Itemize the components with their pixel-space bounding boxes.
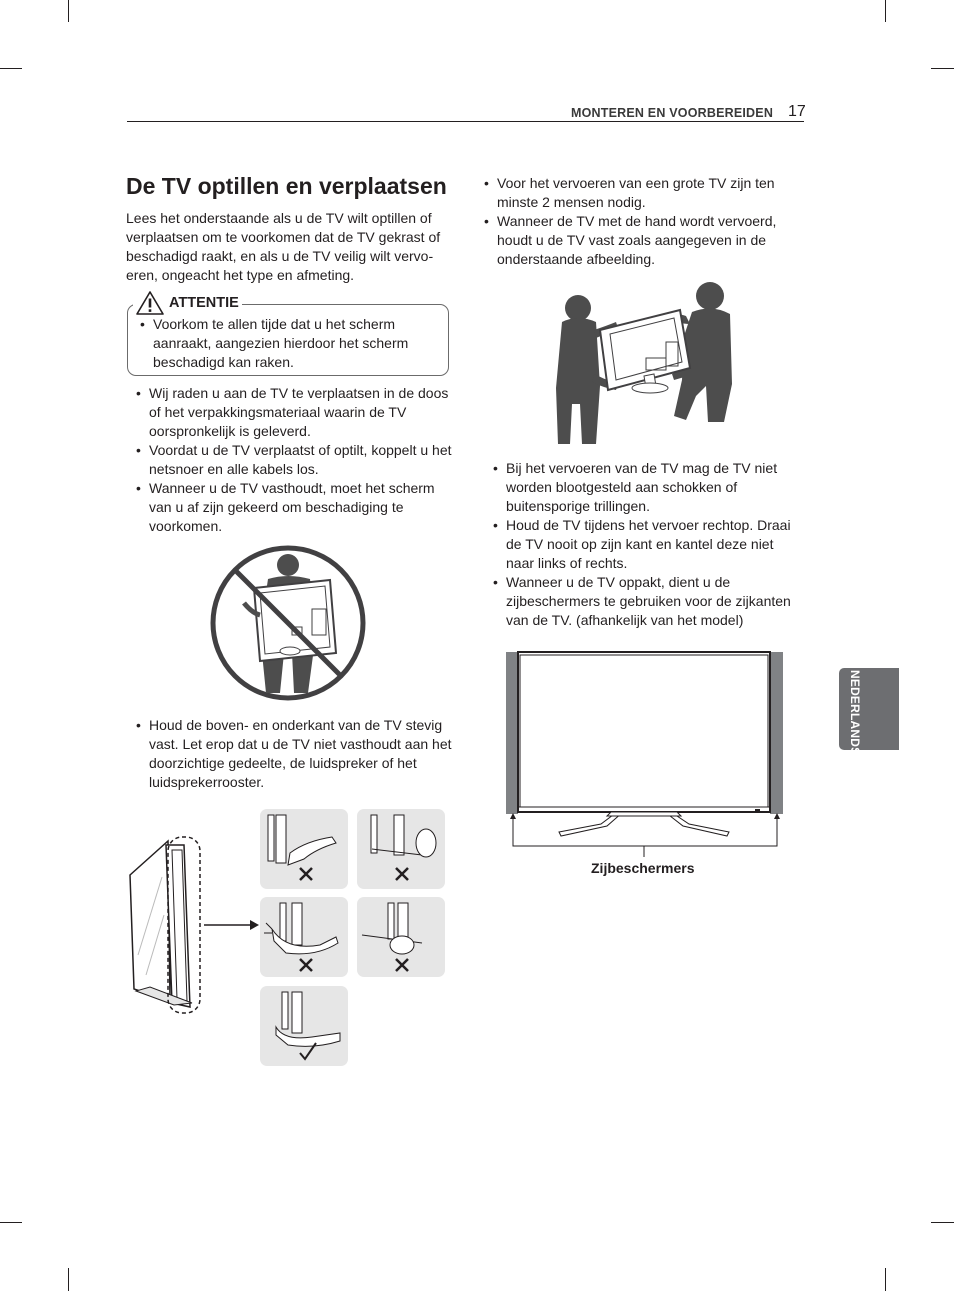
left-bullet-list-2 bbox=[136, 716, 454, 792]
crop-mark bbox=[0, 1222, 22, 1223]
list-item: • Wanneer de TV met de hand wordt vervoerd, houdt u de TV vast zoals aangegeven in de onderstaande afbeelding. bbox=[484, 212, 802, 269]
header-rule bbox=[127, 121, 804, 122]
right-bullet-list-top bbox=[484, 174, 802, 269]
language-tab-label: NEDERLANDS bbox=[848, 670, 862, 756]
intro-paragraph: Lees het onderstaande als u de TV wilt optillen of verplaatsen om te voorkomen dat de TV gekrast of beschadigd raakt, en als u de TV veilig wilt vervo- eren, ongeacht het type en afmeting. bbox=[126, 210, 441, 283]
page-title: De TV optillen en verplaatsen bbox=[126, 173, 447, 199]
list-item: • Wanneer u de TV vasthoudt, moet het scherm van u af zijn gekeerd om beschadiging te voorkomen. bbox=[136, 479, 454, 536]
crop-mark bbox=[885, 1268, 886, 1291]
crop-mark bbox=[0, 68, 22, 69]
attention-item: • Voorkom te allen tijde dat u het scherm aanraakt, aangezien hierdoor het scherm beschadigd kan raken. bbox=[140, 315, 430, 372]
list-item: • Voordat u de TV verplaatst of optilt, koppelt u het netsnoer en alle kabels los. bbox=[136, 441, 454, 479]
attention-label: ATTENTIE bbox=[169, 294, 239, 311]
list-item: • Wij raden u aan de TV te verplaatsen in de doos of het verpakkingsmateriaal waarin de TV oorspronkelijk is geleverd. bbox=[136, 384, 454, 441]
list-item: • Wanneer u de TV oppakt, dient u de zijbeschermers te gebruiken voor de zijkanten van de TV. (afhankelijk van het model) bbox=[493, 573, 803, 630]
side-protector-left bbox=[506, 652, 518, 814]
two-person-carry-illustration bbox=[556, 276, 736, 446]
right-bullet-list-mid bbox=[493, 459, 803, 630]
list-item: • Houd de boven- en onderkant van de TV stevig vast. Let erop dat u de TV niet vasthoudt aan het doorzichtige gedeelte, de luidspreker of het luidsprekerrooster. bbox=[136, 716, 454, 792]
side-protector-right bbox=[770, 652, 783, 814]
list-item: • Voor het vervoeren van een grote TV zijn ten minste 2 mensen nodig. bbox=[484, 174, 802, 212]
crop-mark bbox=[885, 0, 886, 22]
left-bullet-list bbox=[136, 384, 454, 536]
side-protector-label: Zijbeschermers bbox=[591, 860, 695, 876]
warning-triangle-icon bbox=[135, 290, 165, 316]
list-item: • Houd de TV tijdens het vervoer rechtop. Draai de TV nooit op zijn kant en kantel deze niet naar links of rechts. bbox=[493, 516, 803, 573]
side-protector-illustration bbox=[503, 650, 787, 860]
crop-mark bbox=[68, 0, 69, 22]
attention-list bbox=[140, 315, 430, 372]
attention-header bbox=[133, 289, 242, 317]
tv-grip-illustration bbox=[126, 805, 456, 1070]
prohibited-carry-illustration bbox=[208, 543, 368, 703]
page-number: 17 bbox=[788, 103, 806, 120]
grip-tile bbox=[260, 986, 348, 1066]
running-header: MONTEREN EN VOORBEREIDEN bbox=[571, 106, 774, 120]
crop-mark bbox=[931, 1222, 954, 1223]
crop-mark bbox=[931, 68, 954, 69]
list-item: • Bij het vervoeren van de TV mag de TV niet worden blootgesteld aan schokken of buitensporige trillingen. bbox=[493, 459, 803, 516]
crop-mark bbox=[68, 1268, 69, 1291]
